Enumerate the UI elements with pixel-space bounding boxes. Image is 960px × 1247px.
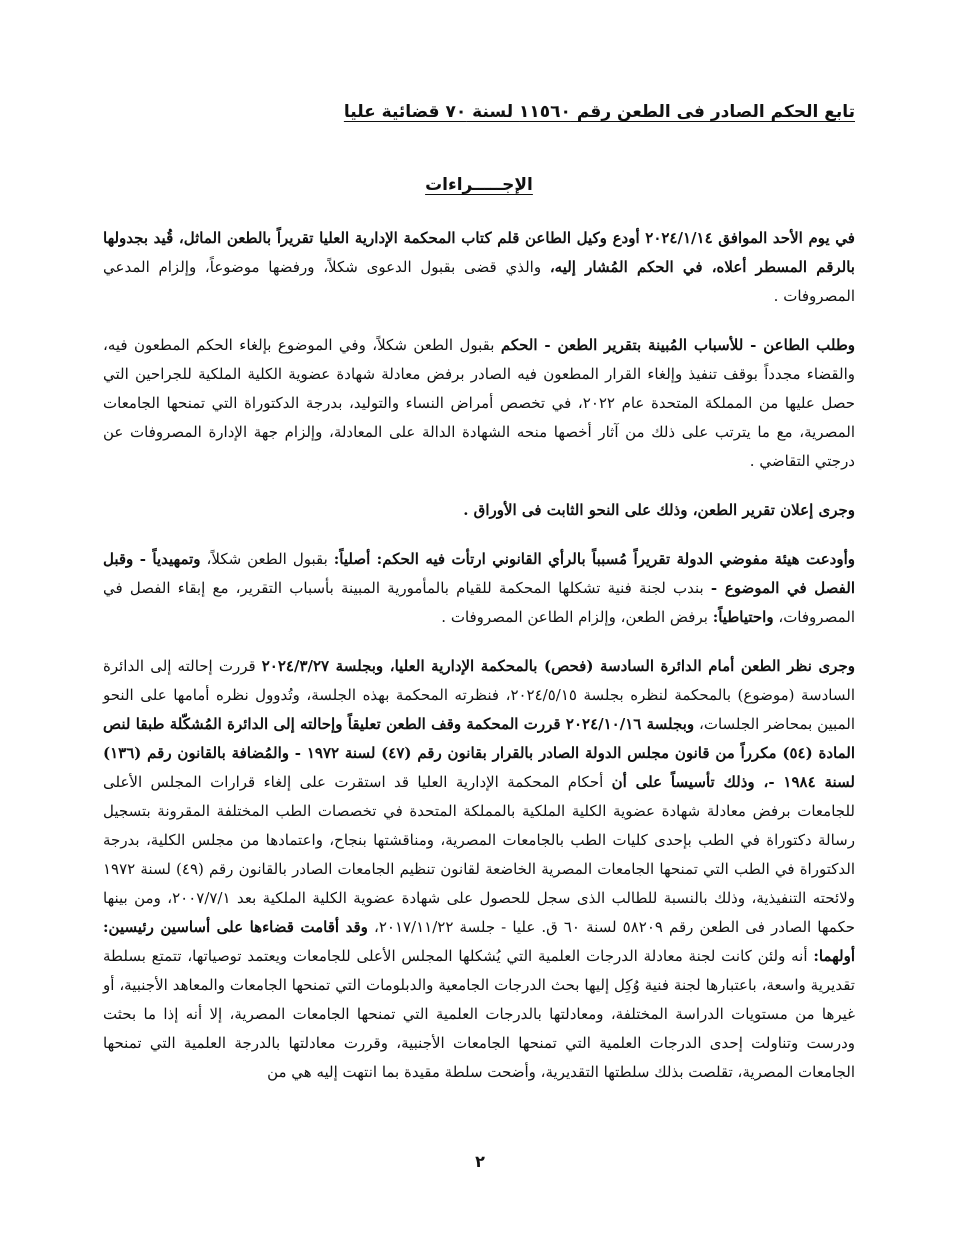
paragraph-request-bold-1: وطلب الطاعن - للأسباب المُبينة بتقرير الطعن - الحكم bbox=[500, 336, 856, 354]
paragraph-hearings bbox=[103, 652, 855, 1087]
paragraph-hearings-bold-2: وبجلسة ٢٠٢٤/١٠/١٦ قررت المحكمة وقف الطعن تعليقاً وإحالته إلى الدائرة المُشكّلة طبقا لنص المادة (٥٤) مكرراً من قانون مجلس الدولة الصادر بالقرار بقانون رقم (٤٧) لسنة ١٩٧٢ - والمُضافة بالقانون رقم (١٣٦) لسنة ١٩٨٤ -، وذلك تأسيساً على أن bbox=[103, 715, 856, 791]
page-number: ٢ bbox=[475, 1152, 485, 1171]
paragraph-request-text-1: بقبول الطعن شكلاً، وفي الموضوع بإلغاء الحكم المطعون فيه، والقضاء مجدداً بوقف تنفيذ وإلغاء القرار المطعون فيه الصادر برفض معادلة شهادة عضوية الكلية الملكية للجراحين التي حصل عليها من المملكة المتحدة عام ٢٠٢٢، في تخصص أمراض النساء والتوليد، بدرجة الدكتوراة التي تمنحها الجامعات المصرية، مع ما يترتب على ذلك من آثار أخصها منحه الشهادة الدالة على المعادلة، وإلزام جهة الإدارة المصروفات عن درجتي التقاضي . bbox=[103, 336, 855, 470]
paragraph-hearings-bold-3: وقد أقامت قضاءها على أساسين رئيسين: أولهما: bbox=[103, 918, 855, 965]
paragraph-hearings-bold-1: وجرى نظر الطعن أمام الدائرة السادسة (فحص) بالمحكمة الإدارية العليا، وبجلسة ٢٠٢٤/٣/٢٧ bbox=[261, 657, 855, 675]
paragraph-notification-bold-1: وجرى إعلان تقرير الطعن، وذلك على النحو الثابت فى الأوراق . bbox=[463, 501, 855, 519]
paragraph-hearings-text-2: أحكام المحكمة الإدارية العليا قد استقرت على إلغاء قرارات المجلس الأعلى للجامعات برفض معادلة شهادة عضوية الكلية الملكية بالمملكة المتحدة في تخصصات الطب المختلفة المقرونة بتسجيل رسالة دكتوراة في الطب بإحدى كليات الطب بالجامعات المصرية، ومناقشتها بنجاح، واعتمادها من مجلس الكلية، بدرجة الدكتوراة في الطب التي تمنحها الجامعات المصرية الخاضعة لقانون تنظيم الجامعات الصادر بالقانون رقم (٤٩) لسنة ١٩٧٢ ولائحته التنفيذية، وذلك بالنسبة للطالب الذى سجل للحصول على شهادة عضوية الكلية الملكية بعد ٢٠٠٧/٧/١، ومن بينها حكمها الصادر فى الطعن رقم ٥٨٢٠٩ لسنة ٦٠ ق. عليا - جلسة ٢٠١٧/١١/٢٢، bbox=[103, 773, 856, 936]
paragraph-notification bbox=[103, 496, 855, 525]
paragraph-filing bbox=[103, 224, 855, 311]
paragraph-commissioners-text-1: بقبول الطعن شكلاً، bbox=[200, 550, 334, 568]
running-title: تابع الحكم الصادر فى الطعن رقم ١١٥٦٠ لسنة ٧٠ قضائية عليا bbox=[343, 102, 855, 122]
paragraph-filing-text-1: والذي قضى بقبول الدعوى شكلاً، ورفضها موضوعاً، وإلزام المدعي المصروفات . bbox=[103, 258, 855, 305]
section-title-procedures: الإجـــــراءات bbox=[425, 175, 533, 195]
paragraph-hearings-text-3: أنه ولئن كانت لجنة معادلة الدرجات العلمية التي يُشكلها المجلس الأعلى للجامعات ويعتمد توصياتها، تتمتع بسلطة تقديرية واسعة، باعتبارها لجنة فنية وُكِل إليها بحث الدرجات الجامعية والدبلومات التي تمنحها الجامعات والمعاهد الأجنبية، أو غيرها من مستويات الدراسة المختلفة، ومعادلتها بالدرجات العلمية التي تمنحها الجامعات المصرية، إلا أنه إذا ما بحثت ودرست وتناولت إحدى الدرجات العلمية التي تمنحها الجامعات الأجنبية، وقررت معادلتها بالدرجة العلمية التي تمنحها الجامعات المصرية، تقلصت بذلك سلطتها التقديرية، وأضحت سلطة مقيدة بما انتهت إليه هي من bbox=[103, 947, 855, 1081]
paragraph-commissioners-report bbox=[103, 545, 855, 632]
paragraph-commissioners-bold-1: وأودعت هيئة مفوضي الدولة تقريراً مُسبباً بالرأي القانوني ارتأت فيه الحكم: أصلياً: bbox=[333, 550, 855, 568]
paragraph-commissioners-bold-3: واحتياطياً: bbox=[712, 608, 774, 626]
paragraph-commissioners-bold-2: وتمهيدياً - وقبل الفصل في الموضوع - bbox=[103, 550, 855, 597]
paragraph-commissioners-text-3: برفض الطعن، وإلزام الطاعن المصروفات . bbox=[441, 608, 713, 626]
paragraph-request bbox=[103, 331, 855, 476]
paragraph-hearings-text-1: قررت إحالته إلى الدائرة السادسة (موضوع) بالمحكمة لنظره بجلسة ٢٠٢٤/٥/١٥، فنظرته المحكمة بهذه الجلسة، وتُدوول نظره أمامها على النحو المبين بمحاضر الجلسات، bbox=[103, 657, 855, 733]
paragraph-filing-bold-1: في يوم الأحد الموافق ٢٠٢٤/١/١٤ أودع وكيل الطاعن قلم كتاب المحكمة الإدارية العليا تقريراً بالطعن الماثل، قُيد بجدولها بالرقم المسطر أعلاه، في الحكم المُشار إليه، bbox=[103, 229, 855, 276]
paragraph-commissioners-text-2: بندب لجنة فنية تشكلها المحكمة للقيام بالمأمورية المبينة بأسباب التقرير، مع إبقاء الفصل في المصروفات، bbox=[103, 579, 855, 626]
document-page bbox=[103, 98, 855, 1107]
